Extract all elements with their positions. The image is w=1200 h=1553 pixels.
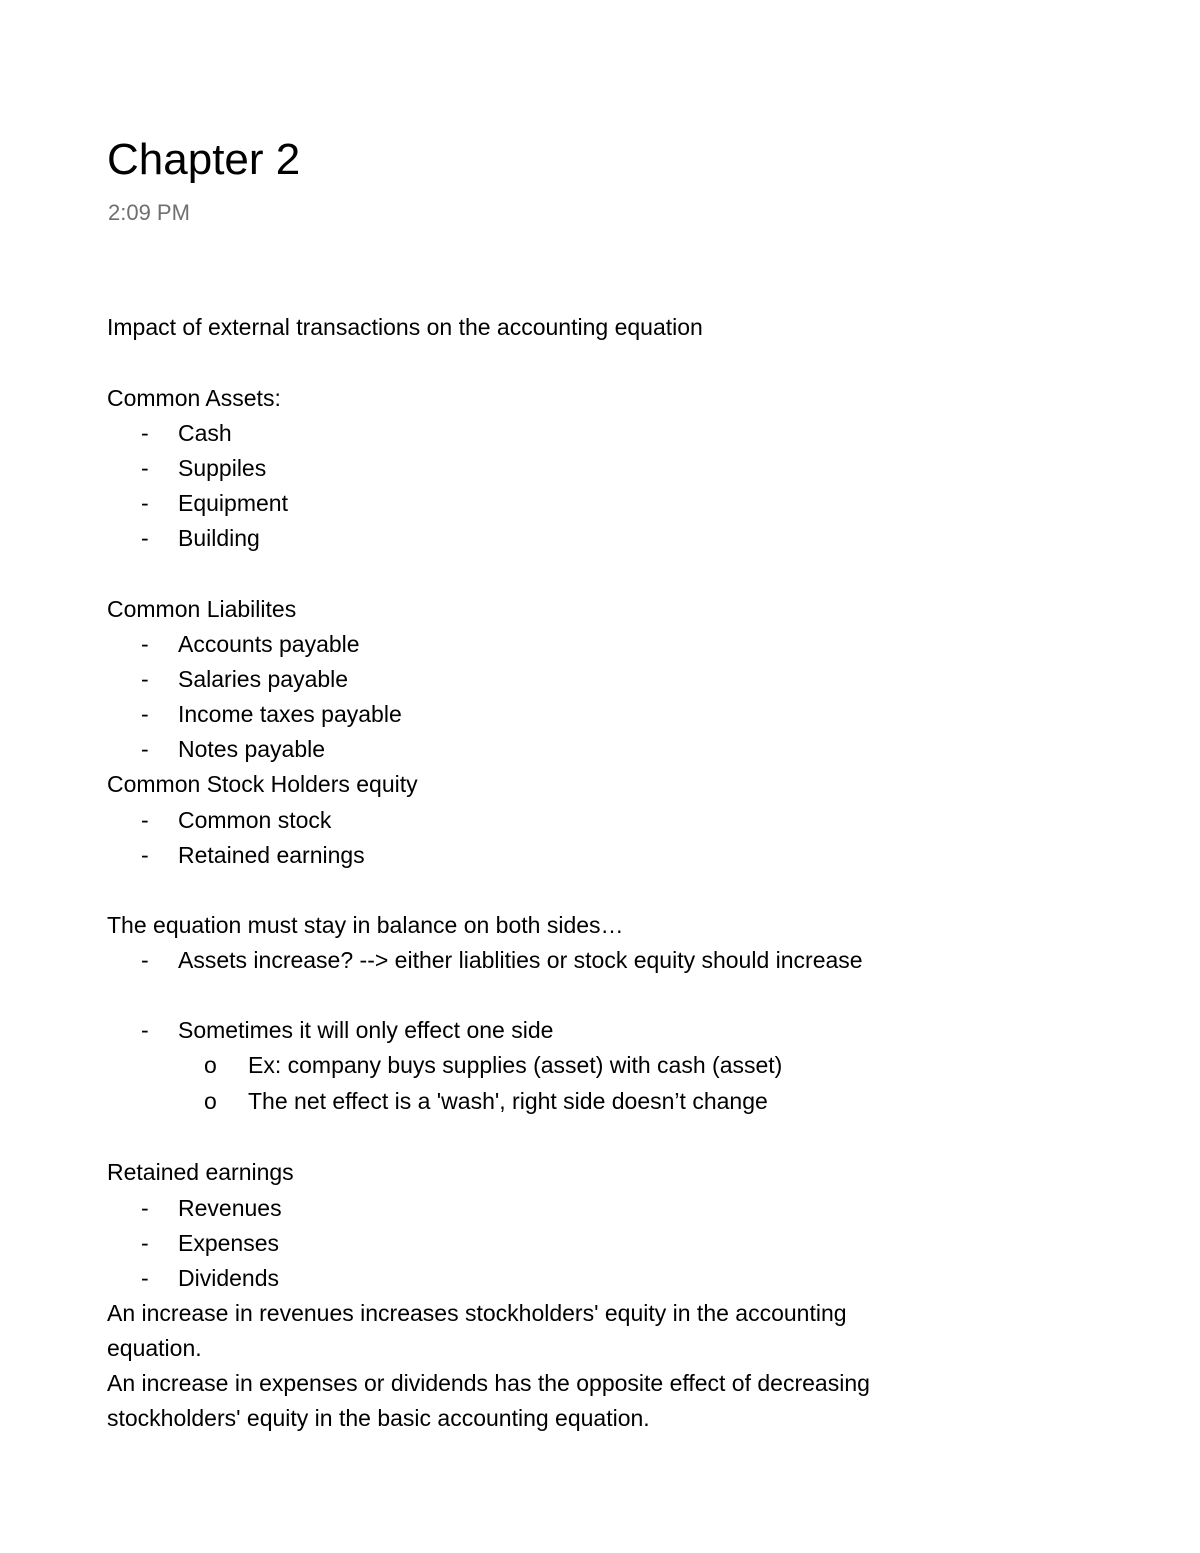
dash-bullet-icon: - [141,842,149,868]
paragraph-line: Retained earnings [107,1159,294,1185]
dash-bullet-icon: - [141,701,149,727]
list-item: Assets increase? --> either liablities or stock equity should increase [178,947,863,973]
dash-bullet-icon: - [141,490,149,516]
list-item: Sometimes it will only effect one side [178,1017,554,1043]
circle-bullet-icon: o [204,1088,217,1114]
dash-bullet-icon: - [141,807,149,833]
circle-bullet-icon: o [204,1052,217,1078]
list-item: Salaries payable [178,666,349,692]
paragraph-line: An increase in revenues increases stockholders' equity in the accounting [107,1300,847,1326]
dash-bullet-icon: - [141,1265,149,1291]
list-item: Accounts payable [178,631,360,657]
list-item: Common stock [178,807,332,833]
paragraph-line: equation. [107,1335,202,1361]
paragraph-line: An increase in expenses or dividends has the opposite effect of decreasing [107,1370,870,1396]
list-item: Revenues [178,1195,282,1221]
list-item: Notes payable [178,736,326,762]
list-item: Dividends [178,1265,279,1291]
dash-bullet-icon: - [141,736,149,762]
paragraph-line: Common Assets: [107,385,281,411]
list-item: Retained earnings [178,842,365,868]
dash-bullet-icon: - [141,1017,149,1043]
paragraph-line: The equation must stay in balance on both sides… [107,912,624,938]
list-item: Equipment [178,490,288,516]
list-item: Suppiles [178,455,267,481]
page-title: Chapter 2 [107,135,301,184]
dash-bullet-icon: - [141,666,149,692]
page-timestamp: 2:09 PM [108,200,190,225]
dash-bullet-icon: - [141,1195,149,1221]
dash-bullet-icon: - [141,1230,149,1256]
dash-bullet-icon: - [141,947,149,973]
dash-bullet-icon: - [141,420,149,446]
list-item: Building [178,525,260,551]
list-item: Cash [178,420,232,446]
dash-bullet-icon: - [141,525,149,551]
list-item: Income taxes payable [178,701,402,727]
dash-bullet-icon: - [141,455,149,481]
paragraph-line: Common Stock Holders equity [107,771,418,797]
list-item: The net effect is a 'wash', right side doesn’t change [248,1088,768,1114]
list-item: Ex: company buys supplies (asset) with cash (asset) [248,1052,783,1078]
dash-bullet-icon: - [141,631,149,657]
paragraph-line: stockholders' equity in the basic accounting equation. [107,1405,650,1431]
list-item: Expenses [178,1230,280,1256]
paragraph-line: Impact of external transactions on the accounting equation [107,314,703,340]
paragraph-line: Common Liabilites [107,596,297,622]
